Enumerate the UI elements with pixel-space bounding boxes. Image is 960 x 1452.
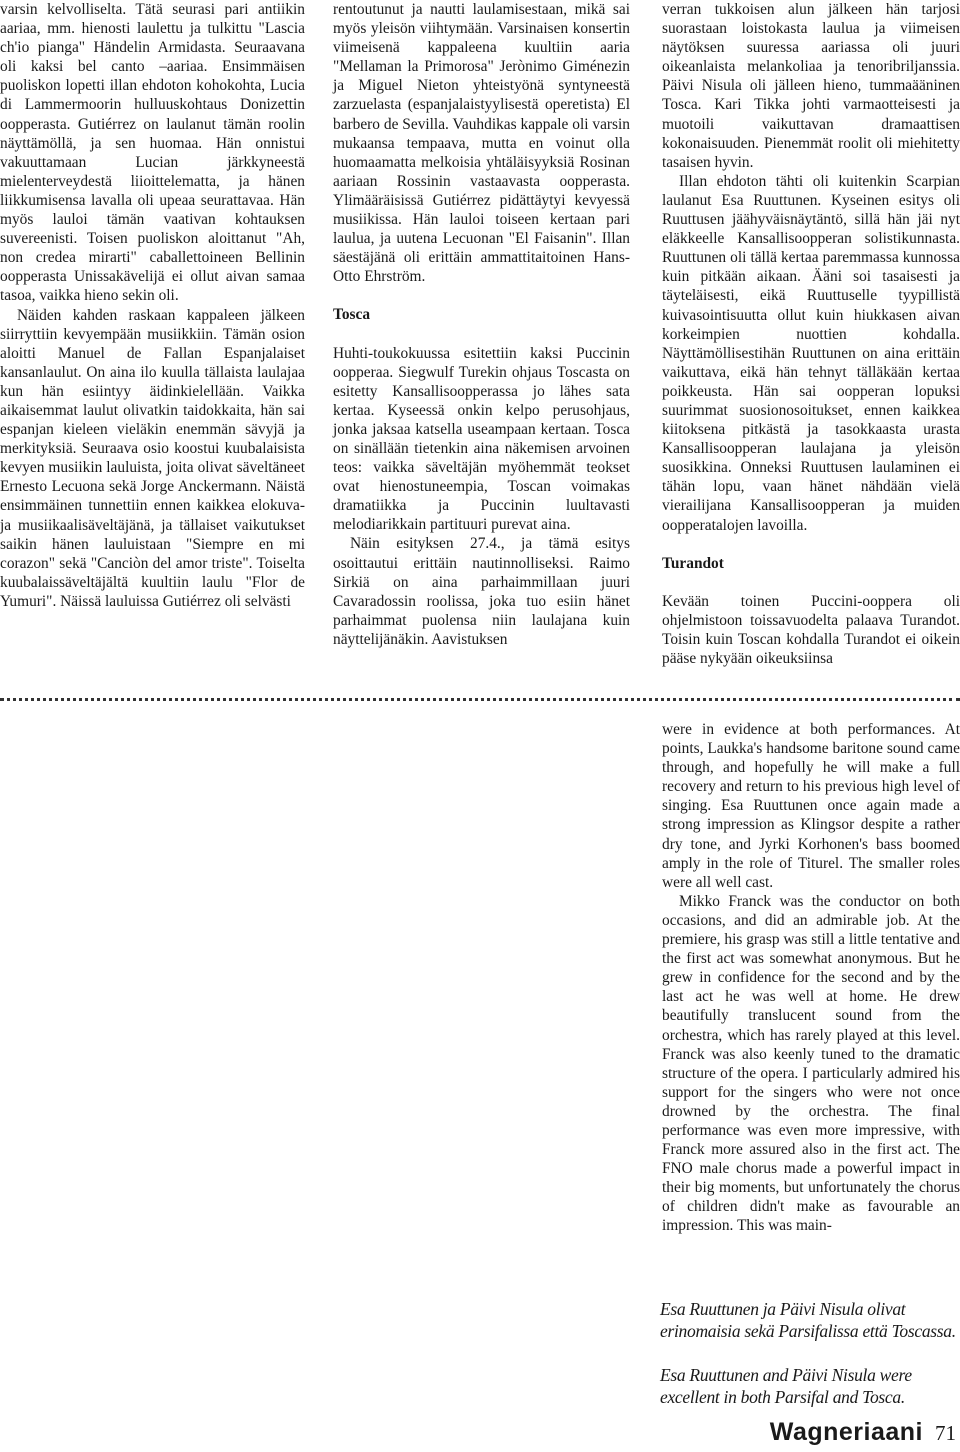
page-number: 71 bbox=[935, 1421, 956, 1445]
col3-paragraph-3: Kevään toinen Puccini-ooppera oli ohjelmistoon toissavuodelta palaava Turandot. Toisin kuin Toscan kohdalla Turandot ei oikein pääse nykyään oikeuksiinsa bbox=[662, 592, 960, 667]
col1-paragraph-2: Näiden kahden raskaan kappaleen jälkeen siirryttiin kevyempään musiikkiin. Tämän osion aloitti Manuel de Fallan Espanjalaiset kansanlaulut. On aina ilo kuulla tällaista laulajaa kun hän esiintyy äidinkielellään. Vaikka aikaisemmat laulut olivatkin taidokkaita, hän sai espanjan kieleen vieläkin enemmän sävyjä ja merkityksiä. Seuraava osio koostui kuubalaisista kevyen musiikin lauluista, joita olivat säveltäneet Ernesto Lecuona sekä Jorge Anckermann. Näistä ensimmäinen tunnettiin ennen kaikkea elokuva- ja musiikaalisäveltäjänä, ja tällaiset vaikutukset saikin hänen lauluistaan "Siempre en mi corazon" sekä "Canciòn del amor triste". Toiselta kuubalaissäveltäjältä kuultiin laulu "Flor de Yumuri". Näissä lauluissa Gutiérrez oli selvästi bbox=[0, 306, 305, 610]
column-2 bbox=[333, 0, 630, 649]
col3-paragraph-2: Illan ehdoton tähti oli kuitenkin Scarpian laulanut Esa Ruuttunen. Kyseinen esitys oli Ruuttusen jäähyväisnäytäntö, sillä hän jäi nyt eläkkeelle Kansallisoopperan solistikunnasta. Ruuttunen oli tällä kertaa paremmassa kunnossa kuin pitkään aikaan. Ääni soi tasaisesti ja täyteläisesti, eikä Ruuttuselle tyypillistä kuivasointisuutta ollut kuin hiukkasen aivan korkeimpien nuottien kohdalla. Näyttämöllisestihän Ruuttunen on aina erittäin vaikuttava, eikä hän tehnyt tälläkään kertaa poikkeusta. Hän sai oopperan lopuksi suurimmat suosionosoitukset, ennen kaikkea kiitoksena pitkästä ja tasokkaasta urasta Kansallisoopperan laulajana ja yleisön suosikkina. Onneksi Ruuttusen laulaminen ei tähän lopu, vaan hänet nähdään vielä vierailijana Kansallisoopperan ja muiden oopperatalojen lavoilla. bbox=[662, 172, 960, 534]
col2-paragraph-3: Näin esityksen 27.4., ja tämä esitys osoittautui erittäin nautinnolliseksi. Raimo Sirkiä on aina parhaimmillaan juuri Cavaradossin roolissa, joka tuo esiin hänet parhaimmat puolensa niin laulajana kuin näyttelijänäkin. Aavistuksen bbox=[333, 535, 630, 648]
spacer bbox=[333, 286, 630, 305]
page-footer bbox=[770, 1418, 956, 1448]
section-heading-turandot: Turandot bbox=[662, 554, 724, 572]
spacer bbox=[333, 325, 630, 344]
section-heading-tosca: Tosca bbox=[333, 306, 371, 324]
english-column bbox=[662, 720, 960, 1236]
dotted-divider bbox=[0, 698, 960, 701]
english-paragraph-1: were in evidence at both performances. At points, Laukka's handsome baritone sound came through, and hopefully he will make a full recovery and return to his previous high level of singing. Esa Ruuttunen once again made a strong impression as Klingsor despite a rather dry tone, and Jyrki Korhonen's bass boomed amply in the role of Titurel. The smaller roles were all well cast. bbox=[662, 721, 960, 891]
english-paragraph-2: Mikko Franck was the conductor on both occasions, and did an admirable job. At the premiere, his grasp was still a little tentative and the first act was somewhat anonymous. But he grew in confidence for the second and by the last act he was well at home. He drew beautifully translucent sound from the orchestra, which has rarely played at this level. Franck was also keenly tuned to the dramatic structure of the opera. I particularly admired his support for the singers who were not once drowned by the orchestra. The final performance was even more impressive, with Franck more assured also in the first act. The FNO male chorus made a powerful impact in their big moments, but unfortunately the chorus of children didn't make as favourable an impression. This was main- bbox=[662, 892, 960, 1235]
column-3 bbox=[662, 0, 960, 668]
magazine-name: Wagneriaani bbox=[769, 1418, 923, 1446]
col3-paragraph-1: verran tukkoisen alun jälkeen hän tarjosi suorastaan loistokasta laulua ja viimeisen näytöksen suuressa aariassa oli juuri oikeanlaista melankoliaa ja tenoribriljanssia. Päivi Nisula oli jälleen hieno, tummaääninen Tosca. Kari Tikka johti varmaotteisesti ja muotoili vaikuttavan dramaattisen kokonaisuuden. Pienemmät roolit oli miehitetty tasaisen hyvin. bbox=[662, 1, 960, 171]
photo-caption-finnish: Esa Ruuttunen ja Päivi Nisula olivat erinomaisia sekä Parsifalissa että Toscassa. bbox=[660, 1299, 956, 1341]
column-1 bbox=[0, 0, 305, 611]
spacer bbox=[662, 573, 960, 592]
col2-paragraph-1: rentoutunut ja nautti laulamisestaan, mikä sai myös yleisön viihtymään. Varsinaisen konsertin viimeisenä kappaleena kuultiin aaria "Mellaman la Primorosa" Jerònimo Giménezin ja Miguel Nieton yhteistyönä syntyneestä zarzuelasta (espanjalaistyylisestä operetista) El barbero de Sevilla. Vauhdikas kappale oli varsin mukaansa tempaava, mutta en voinut olla huomaamatta melkoisia yhtäläisyyksiä Rosinan aariaan Rossinin vastaavasta oopperasta. Ylimääräisissä Gutiérrez pidättäytyi kevyessä musiikissa. Hän lauloi toiseen kertaan pari laulua, ja uutena Lecuonan "El Faisanin". Illan säestäjänä oli erittäin ammattitaitoinen Hans-Otto Ehrström. bbox=[333, 1, 630, 286]
spacer bbox=[662, 535, 960, 554]
photo-caption-english: Esa Ruuttunen and Päivi Nisula were excellent in both Parsifal and Tosca. bbox=[660, 1365, 912, 1407]
col2-paragraph-2: Huhti-toukokuussa esitettiin kaksi Puccinin oopperaa. Siegwulf Turekin ohjaus Toscasta on esitetty Kansallisoopperassa jo lähes sata kertaa. Kyseessä onkin kelpo perusohjaus, jonka jaksaa katsella useampaan kertaan. Tosca on sinällään tietenkin aina näkemisen arvoinen teos: vaikka säveltäjän myöhemmät teokset ovat hienostuneempia, Toscan voimakas dramatiikka ja Puccinin luultavasti melodiarikkain partituuri purevat aina. bbox=[333, 344, 630, 534]
col1-paragraph-1: varsin kelvolliselta. Tätä seurasi pari antiikin aariaa, mm. hienosti laulettu ja tulkittu "Lascia ch'io pianga" Händelin Armidasta. Seuraavana oli kaksi bel canto –aariaa. Ensimmäisen puoliskon lopetti illan ehdoton kohokohta, Lucia di Lammermoorin hulluuskohtaus Donizettin oopperasta. Gutiérrez on laulanut tämän roolin näyttämöllä, ja sen huomaa. Hän onnistui vakuuttamaan Lucian järkkyneestä mielenterveydestä liioittelematta, ja hänen liikkumisensa lavalla oli upeaa seurattavaa. Hän myös lauloi tämän vaativan kohtauksen suvereenisti. Toisen puoliskon aloittanut "Ah, non credea mirarti" caballettoineen Bellinin oopperasta Unissakävelijä ei ollut aivan samaa tasoa, vaikka hieno sekin oli. bbox=[0, 1, 305, 305]
